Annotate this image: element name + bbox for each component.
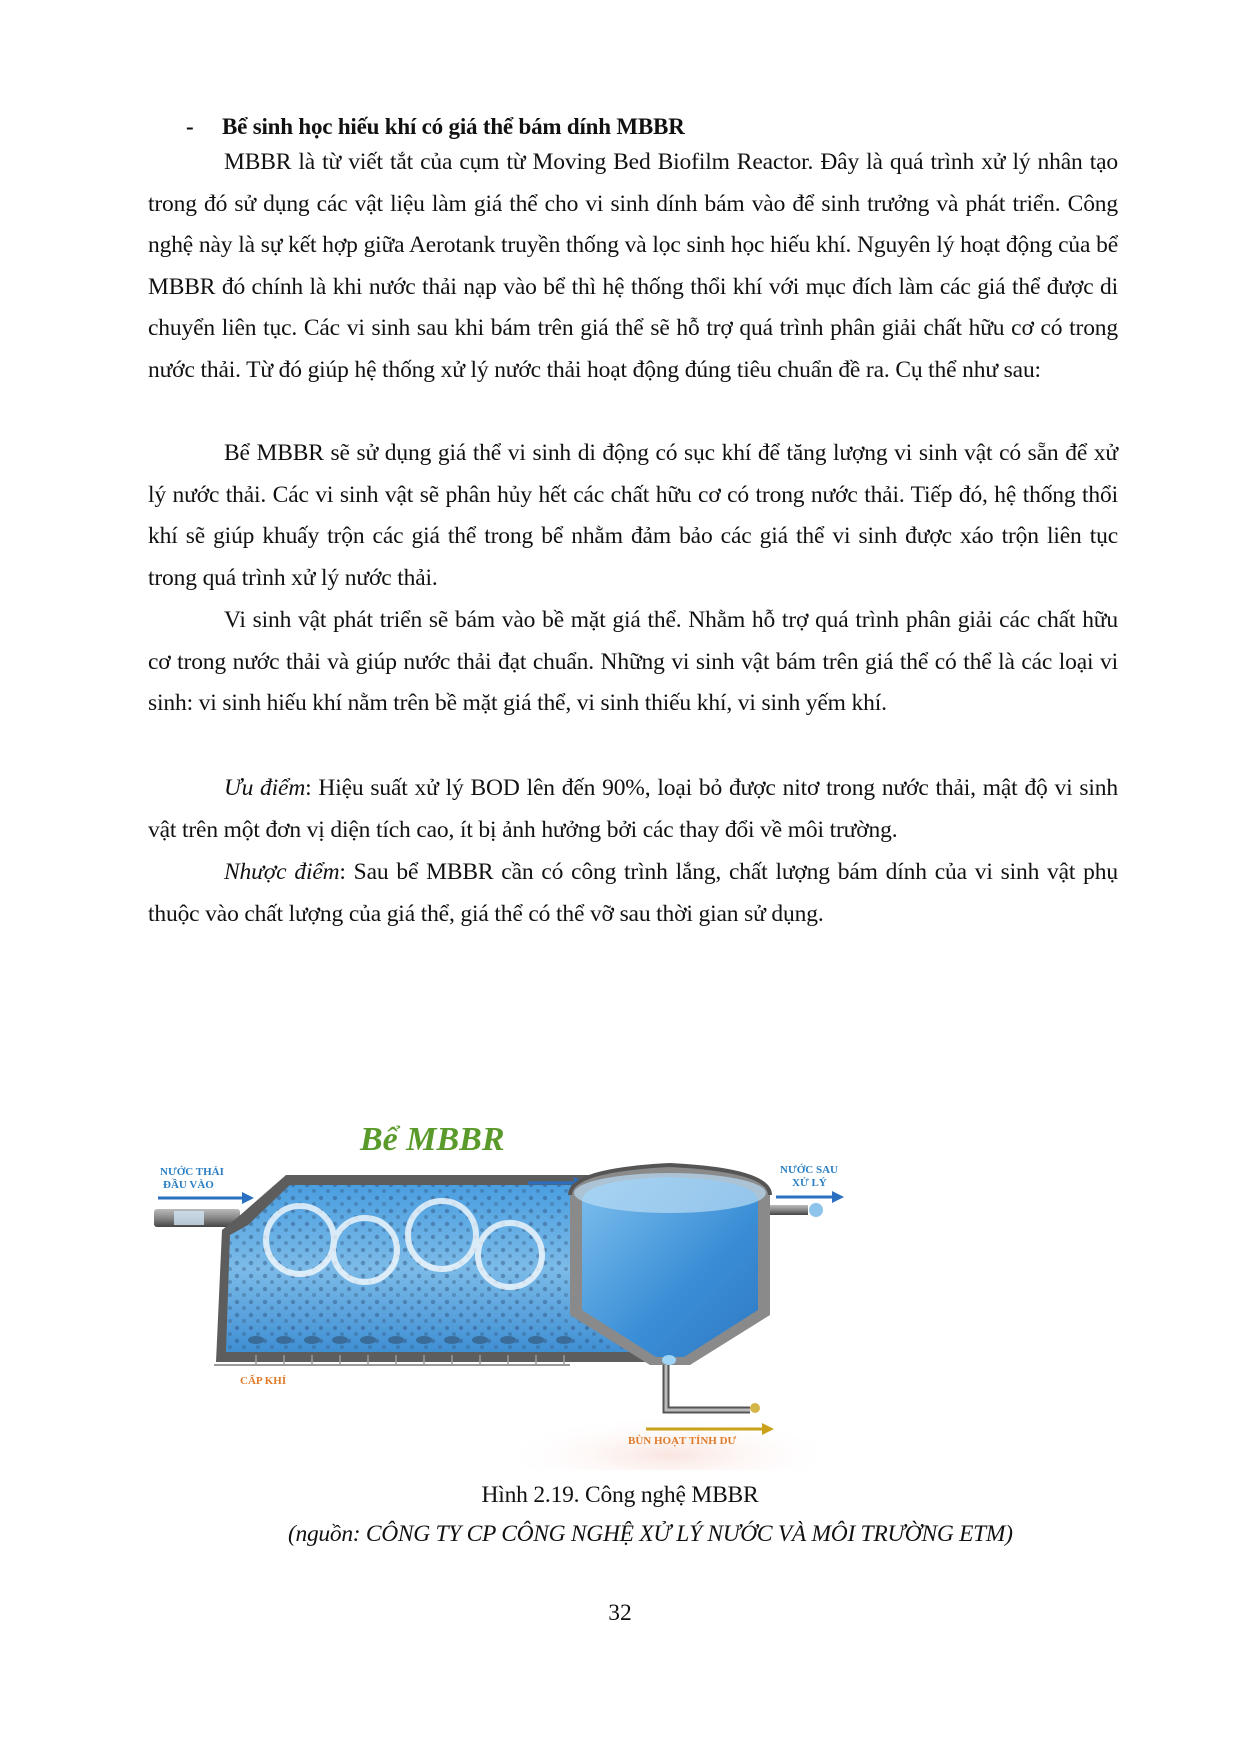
svg-text:BÙN HOẠT TÍNH DƯ: BÙN HOẠT TÍNH DƯ	[628, 1435, 737, 1447]
paragraph-advantages	[148, 768, 1118, 851]
figure-caption: Hình 2.19. Công nghệ MBBR	[481, 1482, 759, 1508]
disadvantages-label: Nhược điểm	[224, 859, 340, 885]
advantages-label: Ưu điểm	[224, 775, 306, 801]
paragraph-text: : Sau bể MBBR cần có công trình lắng, chất lượng bám dính của vi sinh vật phụ thuộc vào chất lượng của giá thể, giá thể có thể vỡ sau thời gian sử dụng.	[148, 859, 1118, 927]
paragraph-microbes	[148, 600, 1118, 725]
diagram-title: Bể MBBR	[360, 1121, 505, 1158]
paragraph-text: Bể MBBR sẽ sử dụng giá thể vi sinh di động có sục khí để tăng lượng vi sinh vật có sẵn để xử lý nước thải. Các vi sinh vật sẽ phân hủy hết các chất hữu cơ có trong nước thải. Tiếp đó, hệ thống thổi khí sẽ giúp khuấy trộn các giá thể trong bể nhằm đảm bảo các giá thể vi sinh được xáo trộn liên tục trong quá trình xử lý nước thải.	[148, 440, 1118, 591]
paragraph-operation	[148, 433, 1118, 599]
mbbr-diagram	[150, 1065, 950, 1470]
svg-text:CẤP KHÍ: CẤP KHÍ	[240, 1375, 287, 1387]
section-title: Bể sinh học hiếu khí có giá thể bám dính MBBR	[222, 114, 685, 139]
paragraph-disadvantages	[148, 852, 1118, 935]
figure-source: (nguồn: CÔNG TY CP CÔNG NGHỆ XỬ LÝ NƯỚC VÀ MÔI TRƯỜNG ETM)	[288, 1521, 1013, 1547]
svg-text:NƯỚC THẢI: NƯỚC THẢI	[160, 1166, 224, 1178]
svg-text:XỬ LÝ: XỬ LÝ	[792, 1177, 827, 1189]
paragraph-intro	[148, 142, 1118, 391]
paragraph-text: Vi sinh vật phát triển sẽ bám vào bề mặt giá thể. Nhằm hỗ trợ quá trình phân giải các chất hữu cơ trong nước thải và giúp nước thải đạt chuẩn. Những vi sinh vật bám trên giá thể có thể là các loại vi sinh: vi sinh hiếu khí nằm trên bề mặt giá thể, vi sinh thiếu khí, vi sinh yếm khí.	[148, 607, 1118, 716]
svg-text:ĐẦU VÀO: ĐẦU VÀO	[163, 1179, 214, 1191]
bullet-dash: -	[186, 114, 194, 139]
section-heading	[186, 114, 685, 140]
paragraph-text: : Hiệu suất xử lý BOD lên đến 90%, loại bỏ được nitơ trong nước thải, mật độ vi sinh vật trên một đơn vị diện tích cao, ít bị ảnh hưởng bởi các thay đổi về môi trường.	[148, 775, 1118, 843]
svg-text:NƯỚC SAU: NƯỚC SAU	[780, 1164, 838, 1176]
paragraph-text: MBBR là từ viết tắt của cụm từ Moving Bed Biofilm Reactor. Đây là quá trình xử lý nhân tạo trong đó sử dụng các vật liệu làm giá thể cho vi sinh dính bám vào để sinh trưởng và phát triển. Công nghệ này là sự kết hợp giữa Aerotank truyền thống và lọc sinh học hiếu khí. Nguyên lý hoạt động của bể MBBR đó chính là khi nước thải nạp vào bể thì hệ thống thổi khí với mục đích làm các giá thể được di chuyển liên tục. Các vi sinh sau khi bám trên giá thể sẽ hỗ trợ quá trình phân giải chất hữu cơ có trong nước thải. Từ đó giúp hệ thống xử lý nước thải hoạt động đúng tiêu chuẩn đề ra. Cụ thể như sau:	[148, 149, 1118, 383]
page-number: 32	[608, 1600, 632, 1626]
